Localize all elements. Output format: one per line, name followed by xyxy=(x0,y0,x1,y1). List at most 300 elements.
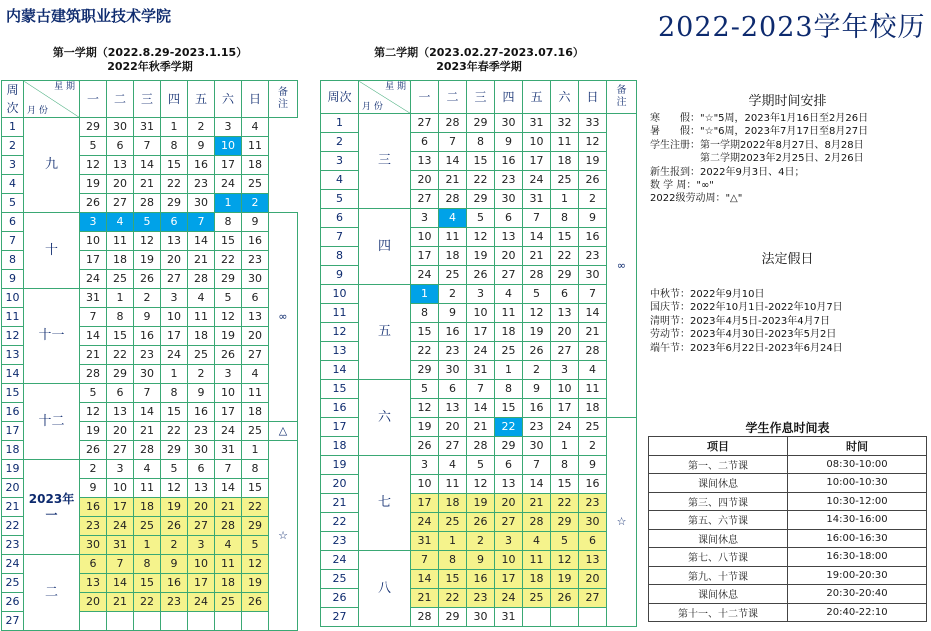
sem2-date-cell: 1 xyxy=(551,437,579,456)
table-row xyxy=(2,460,298,479)
sem1-date-cell: 5 xyxy=(80,137,107,156)
sem2-date-cell: 6 xyxy=(495,456,523,475)
sem1-week-number: 23 xyxy=(2,536,24,555)
sem1-weekday-label: 星 期 xyxy=(54,82,75,92)
sem1-month-text: 十二 xyxy=(38,413,65,429)
sem2-date-cell: 18 xyxy=(579,399,607,418)
sem2-date-cell: 1 xyxy=(551,190,579,209)
sem2-month-cell xyxy=(359,209,411,285)
table-row xyxy=(321,456,637,475)
timetable xyxy=(648,436,927,622)
timetable-header-time: 时间 xyxy=(788,437,927,456)
sem1-date-cell: 6 xyxy=(107,384,134,403)
sem1-month-cell xyxy=(24,384,80,460)
sem2-week-number: 10 xyxy=(321,285,359,304)
sem1-date-cell: 29 xyxy=(161,194,188,213)
sem1-date-cell: 12 xyxy=(80,156,107,175)
sem2-date-cell: 5 xyxy=(411,380,439,399)
sem2-date-cell: 31 xyxy=(467,361,495,380)
sem1-week-number: 7 xyxy=(2,232,24,251)
sem1-date-cell: 10 xyxy=(161,308,188,327)
sem2-date-cell: 14 xyxy=(439,152,467,171)
sem1-date-cell: 4 xyxy=(188,289,215,308)
sem2-date-cell: 23 xyxy=(523,418,551,437)
sem2-date-cell: 26 xyxy=(551,589,579,608)
timetable-time: 20:30-20:40 xyxy=(788,585,927,604)
sem1-date-cell: 20 xyxy=(161,251,188,270)
sem1-date-cell: 15 xyxy=(107,327,134,346)
sem2-remark-char: 备 xyxy=(616,85,627,96)
sem1-date-cell: 13 xyxy=(107,156,134,175)
sem1-date-cell: 27 xyxy=(107,441,134,460)
sem1-date-cell: 11 xyxy=(242,384,269,403)
sem1-date-cell: 13 xyxy=(80,574,107,593)
sem2-week-number: 17 xyxy=(321,418,359,437)
sem1-date-cell: 29 xyxy=(242,517,269,536)
sem2-date-cell: 24 xyxy=(467,342,495,361)
table-row xyxy=(649,474,927,493)
sem2-date-cell: 6 xyxy=(495,209,523,228)
sem2-date-cell: 17 xyxy=(411,494,439,513)
sem1-date-cell: 29 xyxy=(215,270,242,289)
sem2-date-cell: 12 xyxy=(467,475,495,494)
sem2-date-cell: 12 xyxy=(523,304,551,323)
sem2-week-number: 1 xyxy=(321,114,359,133)
sem1-week-number: 2 xyxy=(2,137,24,156)
sem1-week-number: 21 xyxy=(2,498,24,517)
sem2-month-cell xyxy=(359,114,411,209)
sem2-week-number: 7 xyxy=(321,228,359,247)
sem1-date-cell: 16 xyxy=(161,574,188,593)
sem2-date-cell: 23 xyxy=(495,171,523,190)
sem1-date-cell: 25 xyxy=(107,270,134,289)
sem2-date-cell: 4 xyxy=(439,456,467,475)
sem2-date-cell: 6 xyxy=(579,532,607,551)
sem1-date-cell xyxy=(215,612,242,631)
sem1-date-cell: 27 xyxy=(107,194,134,213)
sem2-date-cell: 13 xyxy=(579,551,607,570)
sem1-date-cell: 16 xyxy=(188,156,215,175)
sem1-date-cell: 1 xyxy=(242,441,269,460)
sem2-date-cell: 27 xyxy=(495,266,523,285)
sem1-date-cell: 25 xyxy=(215,593,242,612)
sem1-date-cell: 25 xyxy=(242,175,269,194)
schedule-title: 学期时间安排 xyxy=(748,94,827,109)
sem1-date-cell: 19 xyxy=(215,327,242,346)
timetable-time: 08:30-10:00 xyxy=(788,455,927,474)
sem2-date-cell: 10 xyxy=(411,228,439,247)
sem1-date-cell: 7 xyxy=(80,308,107,327)
sem2-date-cell: 26 xyxy=(467,266,495,285)
sem2-date-cell: 5 xyxy=(467,456,495,475)
sem1-date-cell: 2 xyxy=(134,289,161,308)
sem1-date-cell: 23 xyxy=(242,251,269,270)
sem1-date-cell: 1 xyxy=(134,536,161,555)
sem1-week-number: 16 xyxy=(2,403,24,422)
sem2-date-cell: 15 xyxy=(411,323,439,342)
sem2-header-row xyxy=(321,81,637,114)
sem2-month-label: 月 份 xyxy=(362,102,383,112)
sem1-date-cell: 20 xyxy=(107,175,134,194)
sem2-date-cell: 8 xyxy=(495,380,523,399)
sem1-date-cell: 25 xyxy=(134,517,161,536)
sem1-header-row xyxy=(2,81,298,118)
table-row xyxy=(649,585,927,604)
sem1-date-cell: 22 xyxy=(161,175,188,194)
sem1-date-cell: 18 xyxy=(215,574,242,593)
sem1-week-header: 周次 xyxy=(2,81,24,118)
sem2-week-number: 14 xyxy=(321,361,359,380)
sem2-date-cell: 2 xyxy=(467,532,495,551)
sem2-date-cell: 8 xyxy=(467,133,495,152)
sem2-date-cell: 20 xyxy=(579,570,607,589)
sem1-date-cell: 5 xyxy=(242,536,269,555)
sem2-date-cell: 10 xyxy=(523,133,551,152)
sem2-date-cell: 28 xyxy=(467,437,495,456)
sem2-date-cell: 21 xyxy=(523,494,551,513)
sem1-date-cell: 8 xyxy=(161,137,188,156)
table-row xyxy=(649,603,927,622)
sem1-day-header: 二 xyxy=(107,81,134,118)
sem2-date-cell: 28 xyxy=(579,342,607,361)
sem1-date-cell: 2 xyxy=(161,536,188,555)
schedule-line: 暑 假："☆"6周，2023年7月17日至8月27日 xyxy=(650,126,869,138)
sem2-date-cell: 19 xyxy=(411,418,439,437)
sem2-week-number: 21 xyxy=(321,494,359,513)
sem2-date-cell: 18 xyxy=(551,152,579,171)
sem2-date-cell: 29 xyxy=(411,361,439,380)
sem2-date-cell: 13 xyxy=(495,475,523,494)
sem2-date-cell: 25 xyxy=(551,171,579,190)
timetable-time: 20:40-22:10 xyxy=(788,603,927,622)
sem2-date-cell: 17 xyxy=(551,399,579,418)
sem2-day-header: 日 xyxy=(579,81,607,114)
sem1-date-cell: 2 xyxy=(80,460,107,479)
sem1-month-cell xyxy=(24,118,80,213)
table-row xyxy=(321,285,637,304)
sem2-date-cell: 24 xyxy=(495,589,523,608)
sem1-date-cell: 17 xyxy=(80,251,107,270)
sem1-week-number: 20 xyxy=(2,479,24,498)
sem2-week-number: 19 xyxy=(321,456,359,475)
sem2-month-text: 六 xyxy=(377,409,391,425)
sem2-date-cell: 2 xyxy=(523,361,551,380)
sem2-date-cell: 7 xyxy=(439,133,467,152)
sem2-date-cell: 30 xyxy=(523,437,551,456)
semester2-subtitle: 2023年春季学期 xyxy=(436,60,522,73)
sem1-date-cell: 24 xyxy=(215,175,242,194)
sem1-remark-char: 备 xyxy=(278,87,288,98)
sem1-date-cell: 10 xyxy=(107,479,134,498)
schedule-line: 第二学期2023年2月25日、2月26日 xyxy=(650,153,864,165)
sem1-date-cell: 26 xyxy=(215,346,242,365)
sem2-remark-char: 注 xyxy=(616,97,627,108)
sem2-date-cell: 4 xyxy=(523,532,551,551)
sem2-date-cell: 27 xyxy=(551,342,579,361)
sem1-date-cell: 9 xyxy=(242,213,269,232)
sem2-date-cell: 22 xyxy=(439,589,467,608)
timetable-item: 课间休息 xyxy=(649,474,788,493)
table-row xyxy=(2,555,298,574)
sem1-week-number: 9 xyxy=(2,270,24,289)
timetable-time: 10:00-10:30 xyxy=(788,474,927,493)
sem1-date-cell: 22 xyxy=(134,593,161,612)
holiday-lines xyxy=(650,288,843,355)
table-row xyxy=(2,384,298,403)
sem1-date-cell: 24 xyxy=(107,517,134,536)
sem2-date-cell: 9 xyxy=(439,304,467,323)
sem1-date-cell: 14 xyxy=(80,327,107,346)
sem2-date-cell: 22 xyxy=(495,418,523,437)
sem1-week-number: 8 xyxy=(2,251,24,270)
sem2-date-cell: 30 xyxy=(495,114,523,133)
sem2-date-cell: 3 xyxy=(411,209,439,228)
sem2-date-cell: 21 xyxy=(467,418,495,437)
sem2-date-cell: 15 xyxy=(495,399,523,418)
sem1-date-cell: 23 xyxy=(134,346,161,365)
timetable-time: 14:30-16:00 xyxy=(788,511,927,530)
sem2-date-cell: 10 xyxy=(411,475,439,494)
sem1-diag-header xyxy=(24,81,80,118)
sem2-diag-header xyxy=(359,81,411,114)
sem1-date-cell: 28 xyxy=(134,194,161,213)
sem2-date-cell: 30 xyxy=(439,361,467,380)
table-row xyxy=(321,551,637,570)
timetable-time: 10:30-12:00 xyxy=(788,492,927,511)
sem1-date-cell: 13 xyxy=(242,308,269,327)
sem2-date-cell: 21 xyxy=(439,171,467,190)
sem1-date-cell: 12 xyxy=(242,555,269,574)
sem1-day-header: 四 xyxy=(161,81,188,118)
sem1-date-cell: 28 xyxy=(80,365,107,384)
sem1-date-cell: 9 xyxy=(188,137,215,156)
sem1-date-cell: 26 xyxy=(80,441,107,460)
sem1-date-cell: 17 xyxy=(161,327,188,346)
timetable-item: 第五、六节课 xyxy=(649,511,788,530)
sem1-date-cell: 26 xyxy=(161,517,188,536)
sem1-date-cell: 19 xyxy=(80,422,107,441)
sem2-date-cell: 15 xyxy=(439,570,467,589)
semester2-title: 第二学期（2023.02.27-2023.07.16） xyxy=(374,46,584,59)
sem1-month-text: 十 xyxy=(44,242,58,258)
sem2-date-cell: 25 xyxy=(579,418,607,437)
sem2-date-cell: 12 xyxy=(411,399,439,418)
sem1-date-cell: 17 xyxy=(215,403,242,422)
sem2-date-cell: 10 xyxy=(551,380,579,399)
sem2-date-cell: 7 xyxy=(523,456,551,475)
sem2-date-cell: 11 xyxy=(579,380,607,399)
table-row xyxy=(649,455,927,474)
sem2-date-cell: 22 xyxy=(467,171,495,190)
sem2-date-cell: 21 xyxy=(579,323,607,342)
sem2-date-cell: 16 xyxy=(579,228,607,247)
sem1-week-number: 6 xyxy=(2,213,24,232)
sem2-date-cell: 19 xyxy=(579,152,607,171)
schedule-line: 2022级劳动周："△" xyxy=(650,193,743,205)
sem1-date-cell: 21 xyxy=(215,498,242,517)
sem1-date-cell: 24 xyxy=(188,593,215,612)
sem2-date-cell: 29 xyxy=(551,266,579,285)
sem2-date-cell: 6 xyxy=(411,133,439,152)
sem1-date-cell: 6 xyxy=(161,213,188,232)
sem1-week-number: 17 xyxy=(2,422,24,441)
holiday-line: 清明节：2023年4月5日-2023年4月7日 xyxy=(650,315,830,327)
sem2-date-cell: 23 xyxy=(439,342,467,361)
sem1-date-cell: 22 xyxy=(242,498,269,517)
sem2-date-cell: 30 xyxy=(579,513,607,532)
sem2-week-number: 12 xyxy=(321,323,359,342)
sem1-date-cell: 30 xyxy=(134,365,161,384)
sem1-date-cell: 4 xyxy=(242,118,269,137)
sem1-date-cell: 29 xyxy=(107,365,134,384)
sem2-date-cell: 8 xyxy=(551,456,579,475)
semester2-calendar xyxy=(320,80,637,627)
sem2-date-cell: 20 xyxy=(439,418,467,437)
sem2-date-cell: 27 xyxy=(411,190,439,209)
sem2-date-cell: 25 xyxy=(439,513,467,532)
sem1-date-cell: 10 xyxy=(215,384,242,403)
sem1-date-cell: 4 xyxy=(242,365,269,384)
sem2-date-cell: 23 xyxy=(579,247,607,266)
sem2-week-number: 2 xyxy=(321,133,359,152)
sem2-date-cell: 30 xyxy=(579,266,607,285)
sem1-date-cell: 8 xyxy=(215,213,242,232)
sem1-date-cell: 1 xyxy=(107,289,134,308)
sem1-date-cell: 6 xyxy=(107,137,134,156)
sem2-date-cell: 19 xyxy=(467,494,495,513)
sem2-date-cell: 13 xyxy=(551,304,579,323)
sem1-date-cell: 11 xyxy=(188,308,215,327)
sem2-date-cell: 29 xyxy=(467,190,495,209)
timetable-item: 课间休息 xyxy=(649,529,788,548)
timetable-time: 19:00-20:30 xyxy=(788,566,927,585)
sem1-day-header: 日 xyxy=(242,81,269,118)
sem1-week-number: 22 xyxy=(2,517,24,536)
sem1-date-cell xyxy=(134,612,161,631)
sem2-date-cell: 28 xyxy=(523,266,551,285)
sem2-date-cell: 1 xyxy=(411,285,439,304)
holidays-title: 法定假日 xyxy=(761,252,814,267)
sem1-month-cell xyxy=(24,289,80,384)
sem2-week-number: 5 xyxy=(321,190,359,209)
sem1-week-number: 18 xyxy=(2,441,24,460)
sem2-date-cell: 9 xyxy=(523,380,551,399)
sem2-month-cell xyxy=(359,551,411,627)
sem1-date-cell: 16 xyxy=(80,498,107,517)
sem2-week-number: 3 xyxy=(321,152,359,171)
sem1-week-number: 11 xyxy=(2,308,24,327)
sem1-date-cell: 20 xyxy=(242,327,269,346)
sem1-week-number: 15 xyxy=(2,384,24,403)
sem2-date-cell: 8 xyxy=(439,551,467,570)
semester2-heading xyxy=(318,46,640,74)
sem2-date-cell: 28 xyxy=(439,190,467,209)
sem1-date-cell: 26 xyxy=(134,270,161,289)
semester1-subtitle: 2022年秋季学期 xyxy=(107,60,193,73)
sem2-date-cell: 25 xyxy=(439,266,467,285)
sem1-month-label: 月 份 xyxy=(27,106,48,116)
sem2-date-cell: 16 xyxy=(495,152,523,171)
sem1-date-cell: 7 xyxy=(107,555,134,574)
sem2-date-cell: 11 xyxy=(439,228,467,247)
sem1-date-cell: 16 xyxy=(188,403,215,422)
sem2-remark-header xyxy=(607,81,637,114)
sem2-date-cell: 27 xyxy=(439,437,467,456)
sem2-date-cell: 20 xyxy=(495,494,523,513)
sem1-remark-header xyxy=(269,81,298,118)
sem1-date-cell: 19 xyxy=(161,498,188,517)
sem1-date-cell: 8 xyxy=(107,308,134,327)
sem1-date-cell: 17 xyxy=(107,498,134,517)
sem1-date-cell: 5 xyxy=(161,460,188,479)
sem2-date-cell: 19 xyxy=(551,570,579,589)
timetable-header-item: 项目 xyxy=(649,437,788,456)
sem1-date-cell xyxy=(161,612,188,631)
sem1-week-number: 1 xyxy=(2,118,24,137)
sem1-date-cell: 31 xyxy=(215,441,242,460)
sem2-date-cell: 24 xyxy=(551,418,579,437)
sem2-week-number: 23 xyxy=(321,532,359,551)
sem1-date-cell: 12 xyxy=(161,479,188,498)
sem1-date-cell: 21 xyxy=(134,175,161,194)
sem1-date-cell: 22 xyxy=(215,251,242,270)
table-row xyxy=(321,209,637,228)
sem1-date-cell: 2 xyxy=(188,118,215,137)
sem1-day-header: 五 xyxy=(188,81,215,118)
sem1-date-cell: 17 xyxy=(188,574,215,593)
sem2-date-cell: 15 xyxy=(551,475,579,494)
sem1-date-cell: 15 xyxy=(161,403,188,422)
sem1-date-cell: 23 xyxy=(188,175,215,194)
sem2-month-text: 七 xyxy=(377,495,391,510)
sem2-date-cell: 29 xyxy=(439,608,467,627)
sem2-date-cell: 30 xyxy=(495,190,523,209)
sem2-day-header: 四 xyxy=(495,81,523,114)
sem2-date-cell: 14 xyxy=(411,570,439,589)
sem1-date-cell: 12 xyxy=(80,403,107,422)
schedule-line: 数 学 周："∞" xyxy=(650,180,714,192)
sem1-week-number: 26 xyxy=(2,593,24,612)
table-row xyxy=(2,213,298,232)
sem2-date-cell: 23 xyxy=(579,494,607,513)
sem1-date-cell: 21 xyxy=(80,346,107,365)
semester1-title: 第一学期（2022.8.29-2023.1.15） xyxy=(52,46,248,59)
sem2-date-cell: 20 xyxy=(495,247,523,266)
sem2-date-cell: 2 xyxy=(579,190,607,209)
sem1-date-cell: 25 xyxy=(242,422,269,441)
sem2-week-number: 25 xyxy=(321,570,359,589)
sem1-date-cell: 4 xyxy=(107,213,134,232)
sem1-date-cell: 24 xyxy=(215,422,242,441)
holiday-line: 国庆节：2022年10月1日-2022年10月7日 xyxy=(650,302,843,314)
sem1-date-cell: 24 xyxy=(161,346,188,365)
sem2-week-number: 15 xyxy=(321,380,359,399)
sem2-day-header: 五 xyxy=(523,81,551,114)
sem2-date-cell: 16 xyxy=(579,475,607,494)
sem2-date-cell: 1 xyxy=(439,532,467,551)
sem2-day-header: 三 xyxy=(467,81,495,114)
schedule-line: 新生报到：2022年9月3日、4日； xyxy=(650,166,805,178)
sem1-date-cell: 29 xyxy=(80,118,107,137)
sem2-date-cell: 22 xyxy=(551,494,579,513)
sem1-week-number: 12 xyxy=(2,327,24,346)
timetable-time: 16:00-16:30 xyxy=(788,529,927,548)
sem2-date-cell: 10 xyxy=(495,551,523,570)
table-row xyxy=(649,492,927,511)
sem1-date-cell: 3 xyxy=(215,118,242,137)
sem1-month-cell xyxy=(24,213,80,289)
sem2-date-cell xyxy=(551,608,579,627)
